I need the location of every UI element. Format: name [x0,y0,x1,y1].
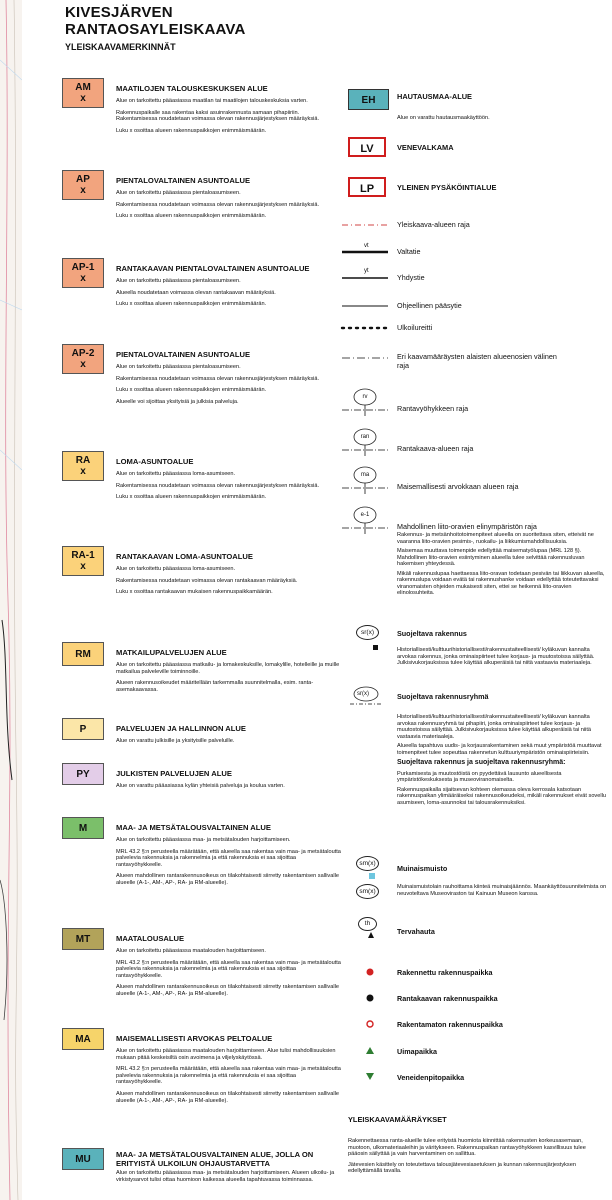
zone-code: PY [76,768,90,780]
zone-code: RA [75,455,91,466]
zone-heading: MAA- JA METSÄTALOUSVALTAINEN ALUE, JOLLA ON ERITYISTÄ ULKOILUN OHJAUSTARVETTA [116,1150,314,1168]
zone-sub: x [80,561,86,572]
zone-code: P [79,723,87,735]
zone-symbol-m [62,817,104,839]
zone-symbol-am [62,78,104,108]
zone-description [116,783,341,795]
eh-label: HAUTAUSMAA-ALUE [397,92,472,101]
zone-paragraph: Luku x osoittaa alueen rakennuspaikkojen enimmäismäärän. [116,127,267,134]
boundary-tag: e-1 [360,512,370,518]
zone-symbol-ap [62,170,104,200]
lp-label: YLEINEN PYSÄKÖINTIALUE [397,183,497,192]
sm-text: Muinaismuistolain rauhoittama kiinteä muinaisjäännös. Maankäyttösuunnitelmista on neuvoteltava Museoviraston tai Kainuun Museon kanssa. [397,884,607,897]
zone-paragraph: Alue on tarkoitettu pääasiassa loma-asumiseen. [116,471,236,477]
rakennettu-dot-icon [367,969,374,976]
sr2-tag: sr(x) [357,691,369,697]
zone-paragraph: Alue on varattu pääasiassa kylän yhteisiä palveluja ja koulua varten. [116,783,285,789]
zone-paragraph: MRL 43.2 §:n perusteella määrätään, että alueella saa rakentaa vain maa- ja metsätaloutta palvelevia rakennuksia ja rakennelmia ja että rakennuksia ei saa sijoittaa rantavyöhykkeelle. [116,1066,341,1086]
uimapaikka-icon [366,1047,374,1054]
sm-marker-icon [369,873,375,879]
line-label-5: Eri kaavamääräysten alaisten alueenosien välinen raja [397,352,557,370]
sr-icon: sr(x) [356,625,379,640]
lv-label: VENEVALKAMA [397,143,454,152]
zone-description [116,1170,341,1188]
zone-paragraph: Alue on tarkoitettu pääasiassa maa- ja metsätalouden harjoittamiseen. [116,837,291,843]
eh-symbol: EH [348,89,389,110]
line-label-3: Ohjeellinen pääsytie [397,301,462,310]
boundary-tag: ran [360,434,370,440]
zone-symbol-ra [62,451,104,481]
zone-paragraph: Alueen mahdollinen rantarakennusoikeus on tilakohtaisesti siirretty rakentamisen sallivalle alueelle (A-1-, AM-, AP-, RA- ja RM-alueelle). [116,1090,339,1104]
sr-label: Suojeltava rakennus [397,629,467,638]
zone-symbol-ap-2 [62,344,104,374]
zone-description [116,98,341,139]
lv-symbol: LV [348,137,386,157]
sr2-label: Suojeltava rakennusryhmä [397,692,489,701]
zone-code: RA-1 [71,550,95,561]
zone-paragraph: Alueen rakennusoikeudet määritellään tarkemmalla suunnitelmalla, esim. ranta-asemakaavassa. [116,680,314,693]
line-symbols [340,215,390,365]
zone-paragraph: Alue on tarkoitettu pääasiassa maatilan tai maatilojen talouskeskuksia varten. [116,98,308,104]
boundary-tag: ma [360,472,370,478]
zone-heading: MAATALOUSALUE [116,934,185,943]
zone-paragraph: Alue on tarkoitettu pääasiassa pientaloasumiseen. [116,190,241,196]
zone-paragraph: Alue on tarkoitettu pääasiassa maatalouden harjoittamiseen. Alue tulisi mahdollisuuksien mukaan pitää keskeisiltä osin avoimena ja viljelyskäytössä. [116,1048,336,1061]
sr-text: Historiallisesti/kulttuurihistoriallisesti/rakennustaiteellisesti/ kyläkuvan kannalta arvokas rakennus, jonka ominaispiirteet tulee korjaus- ja muutostoissa säilyttää. Julkisivukorjauksissa tulee käyttää alkuperäisiä tai niitä vastaavia materiaaleja. [397,647,595,666]
boundary-label: Maisemallisesti arvokkaan alueen raja [397,482,519,491]
zone-code: MU [75,1153,91,1165]
zone-heading: LOMA-ASUNTOALUE [116,457,194,466]
rakentamaton-dot-icon [367,1021,373,1027]
line-label-1: Valtatie [397,247,421,256]
zone-code: AP [76,174,90,185]
boundary-tag: rv [362,394,368,400]
tervahauta-marker-icon [368,932,374,938]
zone-code: AM [75,82,91,93]
line-label-0: Yleiskaava-alueen raja [397,220,470,229]
zone-heading: RANTAKAAVAN LOMA-ASUNTOALUE [116,552,253,561]
zone-paragraph: Rakentamisessa noudatetaan voimassa olevan rakennusjärjestyksen määräyksiä. [116,201,320,208]
zone-code: MA [75,1033,91,1045]
zone-symbol-ap-1 [62,258,104,288]
sr-marker-icon [373,645,378,650]
point-label-1: Rantakaavan rakennuspaikka [397,994,498,1003]
boundary-label: Mahdollinen liito-oravien elinympäristön raja [397,522,537,531]
zone-paragraph: Alue on varattu julkisille ja yksityisille palveluille. [116,738,235,744]
zone-description [116,471,341,506]
eh-text: Alue on varattu hautausmaakäyttöön. [397,115,490,121]
zone-paragraph: MRL 43.2 §:n perusteella määrätään, että alueella saa rakentaa vain maa- ja metsätaloutta palvelevia rakennuksia ja rakennelmia ja että rakennuksia ei saa sijoittaa rantavyöhykkeelle. [116,848,341,868]
th-label: Tervahauta [397,927,435,936]
map-edge [0,0,22,1200]
zone-symbol-p [62,718,104,740]
zone-paragraph: Luku x osoittaa rantakaavan mukaisen rakennuspaikkamäärän. [116,589,273,596]
zone-paragraph: Alueen mahdollinen rantarakennusoikeus on tilakohtaisesti siirretty rakentamisen sallivalle alueelle (A-1-, AM-, AP-, RA- ja RM-alueelle). [116,984,339,997]
zone-paragraph: Luku x osoittaa alueen rakennuspaikkojen enimmäismäärän. [116,213,267,220]
zone-paragraph: Alueelle voi sijoittaa yksityisiä ja julkisia palveluja. [116,398,239,405]
zone-heading: JULKISTEN PALVELUJEN ALUE [116,769,232,778]
zone-description [116,948,341,1003]
zone-sub: x [80,93,86,104]
zone-heading: MAATILOJEN TALOUSKESKUKSEN ALUE [116,84,268,93]
zone-paragraph: Alue on tarkoitettu pääasiassa maatalouden harjoittamiseen. [116,948,266,954]
point-label-2: Rakentamaton rakennuspaikka [397,1020,503,1029]
zone-heading: PALVELUJEN JA HALLINNON ALUE [116,724,246,733]
lp-symbol: LP [348,177,386,197]
zone-symbol-mt [62,928,104,950]
zone-description [116,278,341,313]
boundary-label: Rantakaava-alueen raja [397,444,474,453]
zone-description [116,190,341,225]
zone-paragraph: Alueella noudatetaan voimassa olevan rantakaavan määräyksiä. [116,289,276,296]
zone-description [116,837,341,892]
point-label-3: Uimapaikka [397,1047,437,1056]
zone-paragraph: Alue on tarkoitettu pääasiassa matkailu- ja lomakeskuksille, lomakylille, hotelleille ja muille matkailua palveleville toiminnoille. [116,662,340,675]
zone-code: AP-1 [71,262,95,273]
zone-code: RM [75,648,91,660]
zone-sub: x [80,466,86,477]
regulations-text: Rakennettaessa ranta-alueille tulee erityistä huomiota kiinnittää rakennusten korkeusasemaan, muotoon, ulkomateriaaleihin ja väritykseen. Rakennuspaikan rantavyöhykkeen kasvillisuus tulee pääosin säilyttää ja vain harventaminen on sallittua. Jätevesien käsittely on toteutettava talousjätevesiasetuksen ja kunnan rakennusjärjestyksen edellyttämällä tavalla. [348,1138,586,1174]
sr2-text: Historiallisesti/kulttuurihistoriallisesti/rakennustaiteellisesti/ kyläkuvan kannalta arvokas rakennusryhmä tai pihapiiri, jonka ominaispiirteet tulee korjaus- ja muutostoissa säilyttää. Julkisivukorjauksissa tulee käyttää alkuperäisiä tai niitä vastaavia materiaaleja. Alueella tapahtuva uudis- ja korjausrakentaminen sekä muut ympäristöä muuttavat toimenpiteet tulee sopeuttaa rakennetun kulttuuriympäristön ominaispiirteisiin. Suojeltava rakennus ja suojeltava rakennusryhmä: Purkamisesta ja muutostöistä on pyydettävä lausunto alueellisesta ympäristökeskuksesta ja museoviranomaiselta. Rakennuspaikalla sijaitsevan kohteen olemassa oleva kerrosala katsotaan rakennuspaikan ylimääräiseksi rakennusoikeudeksi, mikäli rakennukset eivät sovellu asumiseen, loma-asunnoksi tai talousrakennuksiksi. [397,714,606,806]
zone-code: AP-2 [71,348,95,359]
zone-heading: PIENTALOVALTAINEN ASUNTOALUE [116,176,251,185]
zone-description [116,566,341,601]
line-label-4: Ulkoilureitti [397,323,433,332]
rantakaava-dot-icon [367,995,374,1002]
th-icon: th [358,917,377,931]
zone-paragraph: Luku x osoittaa alueen rakennuspaikkojen enimmäismäärän. [116,301,267,308]
zone-code: MT [75,933,91,945]
zone-heading: MAA- JA METSÄTALOUSVALTAINEN ALUE [116,823,271,832]
yt-tag: yt [364,268,369,274]
zone-paragraph: Rakennuspaikalle saa rakentaa kaksi asuinrakennusta samaan pihapiiriin. Rakentamisessa noudatetaan voimassa olevan rakennusjärjestyksen määräyksiä. [116,109,320,123]
zone-symbol-rm [62,642,104,666]
zone-symbol-ra-1 [62,546,104,576]
zone-paragraph: Alue on tarkoitettu pääasiassa pientaloasumiseen. [116,364,241,370]
veneidenpito-icon [366,1073,374,1080]
zone-code: M [78,822,88,834]
zone-paragraph: Alue on tarkoitettu pääasiassa pientaloasumiseen. [116,278,241,284]
sm-icon: sm(x) [356,856,379,871]
zone-description [116,738,341,750]
zone-paragraph: Alue on tarkoitettu pääasiassa loma-asumiseen. [116,566,236,572]
line-label-2: Yhdystie [397,273,425,282]
zone-sub: x [80,185,86,196]
e1-text: Rakennus- ja metsänhoitotoimenpiteet alueella on suoritettava siten, etteivät ne vaaranna liito-oravien pesimis-, ruokailu- ja liikkumismahdollisuuksia. Maisemaa muuttava toimenpide edellyttää maisematyölupaa (MRL 128 §). Mahdollinen liito-oravien esiintyminen alueella tulee selvittää rakennusluvan hakemisen yhteydessä. Mikäli rakennuslupaa haettaessa liito-oravan todetaan pesivän tai liikkuvan alueella, rakennuslupa voidaan evätä tai rakennushanke voidaan edellyttää toteutettavaksi viranomaisten ohjeiden mukaisesti siten, ettei se heikennä liito-oravien elinolosuhteita. [397,532,605,596]
zone-description [116,364,341,410]
zone-heading: MATKAILUPALVELUJEN ALUE [116,648,227,657]
zone-symbol-ma [62,1028,104,1050]
zone-heading: PIENTALOVALTAINEN ASUNTOALUE [116,350,251,359]
zone-sub: x [80,359,86,370]
zone-paragraph: Luku x osoittaa alueen rakennuspaikkojen enimmäismäärän. [116,494,267,501]
legend-subtitle: YLEISKAAVAMERKINNÄT [65,42,176,52]
zone-sub: x [80,273,86,284]
zone-paragraph: Alueen mahdollinen rantarakennusoikeus on tilakohtaisesti siirretty rakentamisen sallivalle alueelle (A-1-, AM-, AP-, RA- ja RM-alueelle). [116,873,339,886]
vt-tag: vt [364,243,369,249]
document-title: KIVESJÄRVEN RANTAOSAYLEISKAAVA [65,4,246,38]
zone-description [116,662,341,698]
zone-paragraph: Rakentamisessa noudatetaan voimassa olevan rakennusjärjestyksen määräyksiä. [116,375,320,382]
sm2-icon: sm(x) [356,884,379,899]
point-symbols [362,966,378,1086]
zone-heading: RANTAKAAVAN PIENTALOVALTAINEN ASUNTOALUE [116,264,310,273]
boundary-label: Rantavyöhykkeen raja [397,404,469,413]
regulations-title: YLEISKAAVAMÄÄRÄYKSET [348,1115,447,1124]
sm-label: Muinaismuisto [397,864,448,873]
zone-paragraph: Rakentamisessa noudatetaan voimassa olevan rakennusjärjestyksen määräyksiä. [116,482,320,489]
zone-symbol-py [62,763,104,785]
point-label-0: Rakennettu rakennuspaikka [397,968,493,977]
zone-description [116,1048,341,1109]
zone-paragraph: Rakentamisessa noudatetaan voimassa olevan rantakaavan määräyksiä. [116,577,298,584]
zone-heading: MAISEMALLISESTI ARVOKAS PELTOALUE [116,1034,273,1043]
zone-paragraph: Luku x osoittaa alueen rakennuspaikkojen enimmäismäärän. [116,387,267,394]
zone-paragraph: MRL 43.2 §:n perusteella määrätään, että alueella saa rakentaa vain maa- ja metsätaloutta palvelevia rakennuksia ja rakennelmia ja että rakennuksia ei saa sijoittaa rantavyöhykkeelle. [116,959,341,979]
zone-paragraph: Alue on tarkoitettu pääasiassa maa- ja metsätalouden harjoittamiseen. Alueen ulkoilu- ja virkistysarvot tulisi ottaa huomioon kaikessa alueella tapahtuvassa toiminnassa. [116,1170,335,1183]
zone-symbol-mu [62,1148,104,1170]
point-label-4: Veneidenpitopaikka [397,1073,465,1082]
